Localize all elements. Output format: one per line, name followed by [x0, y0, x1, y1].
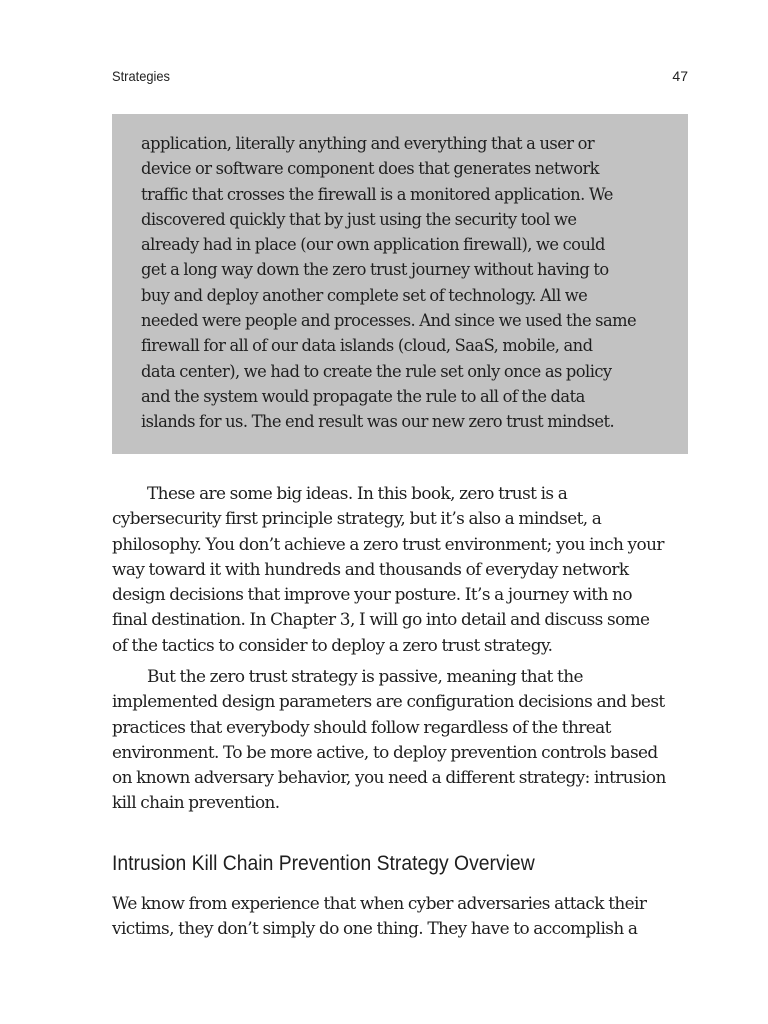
- running-header: [112, 68, 688, 88]
- sidebar-line: buy and deploy another complete set of technology. All we: [141, 285, 588, 305]
- running-header-section-title: Strategies: [112, 68, 171, 84]
- sidebar-paragraph: [141, 131, 660, 435]
- sidebar-line: and the system would propagate the rule to all of the data: [141, 386, 585, 406]
- paragraph-line: practices that everybody should follow regardless of the threat: [112, 716, 611, 737]
- sidebar-line: needed were people and processes. And since we used the same: [141, 311, 637, 331]
- sidebar-line: device or software component does that generates network: [141, 159, 599, 179]
- paragraph-line: victims, they don’t simply do one thing. They have to accomplish a: [112, 918, 638, 939]
- paragraph-line: kill chain prevention.: [112, 792, 280, 813]
- paragraph-line: These are some big ideas. In this book, zero trust is a: [147, 483, 568, 503]
- paragraph-line: way toward it with hundreds and thousands of everyday network: [112, 558, 629, 579]
- sidebar-line: traffic that crosses the firewall is a monitored application. We: [141, 184, 613, 204]
- sidebar-line: application, literally anything and everything that a user or: [141, 134, 595, 153]
- paragraph-line: on known adversary behavior, you need a different strategy: intrusion: [112, 767, 666, 788]
- sidebar-line: islands for us. The end result was our new zero trust mindset.: [141, 412, 615, 432]
- paragraph-line: final destination. In Chapter 3, I will go into detail and discuss some: [112, 609, 650, 630]
- paragraph-line: environment. To be more active, to deploy prevention controls based: [112, 741, 658, 762]
- sidebar-line: data center), we had to create the rule set only once as policy: [141, 361, 612, 381]
- paragraph-line: But the zero trust strategy is passive, meaning that the: [147, 666, 583, 686]
- body-paragraph-adversaries: [112, 891, 692, 942]
- paragraph-line: implemented design parameters are configuration decisions and best: [112, 691, 665, 712]
- sidebar-line: get a long way down the zero trust journey without having to: [141, 260, 609, 280]
- section-heading: Intrusion Kill Chain Prevention Strategy Overview: [112, 851, 535, 875]
- sidebar-line: already had in place (our own application firewall), we could: [141, 235, 605, 255]
- paragraph-line: design decisions that improve your posture. It’s a journey with no: [112, 584, 632, 605]
- paragraph-line: We know from experience that when cyber adversaries attack their: [112, 893, 647, 913]
- sidebar-line: firewall for all of our data islands (cloud, SaaS, mobile, and: [141, 336, 593, 356]
- paragraph-line: of the tactics to consider to deploy a zero trust strategy.: [112, 634, 553, 655]
- page-number: 47: [672, 68, 688, 84]
- paragraph-line: philosophy. You don’t achieve a zero trust environment; you inch your: [112, 533, 664, 554]
- body-paragraph-zero-trust-ideas: [112, 481, 692, 658]
- body-paragraph-passive-strategy: [112, 664, 692, 816]
- sidebar-line: discovered quickly that by just using the security tool we: [141, 209, 577, 229]
- paragraph-line: cybersecurity first principle strategy, but it’s also a mindset, a: [112, 508, 602, 529]
- sidebar-box: [112, 114, 688, 454]
